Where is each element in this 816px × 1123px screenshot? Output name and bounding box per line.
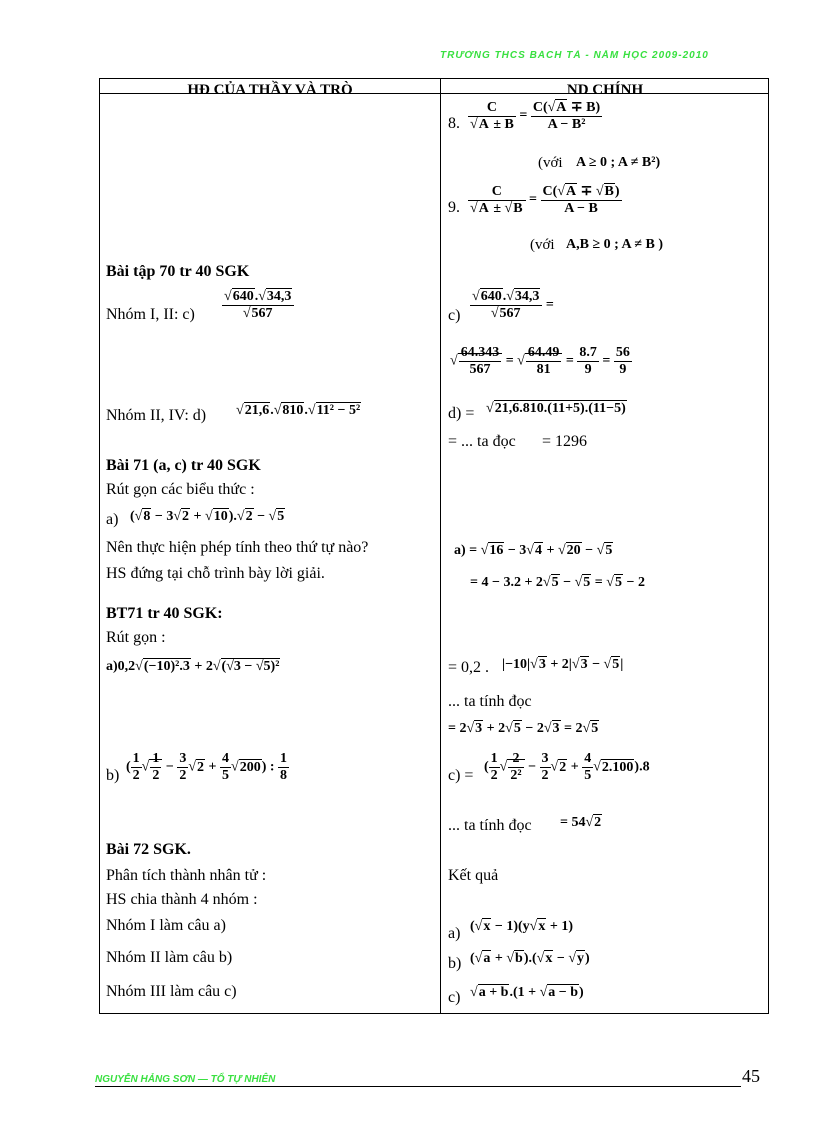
formula-71a-right-2: = 4 − 3.2 + 2√5 − √5 = √5 − 2 (470, 575, 645, 590)
formula-71a-right-1: a) = √16 − 3√4 + √20 − √5 (454, 543, 613, 558)
res-c-label: c) (448, 989, 461, 1006)
column-divider (440, 79, 441, 1013)
header-left: HĐ CỦA THẦY VÀ TRÒ (187, 82, 353, 94)
formula-d-right: √21,6.810.(11+5).(11−5) (486, 401, 626, 416)
ket-qua: Kết quả (448, 867, 499, 884)
formula-d-left: √21,6.√810.√11² − 5² (236, 403, 361, 418)
formula-bt71a: a)0,2√(−10)².3 + 2√(√3 − √5)² (106, 659, 280, 674)
formula-54: = 54√2 (560, 815, 602, 830)
bai72-title: Bài 72 SGK. (106, 841, 191, 858)
formula-bt71b-right: ( $\frac{1}{2}$ √ $\frac{2}{\text{2²}}$ − $\frac{3}{2}$ √2 + $\frac{4}{5}$ √2.100).8 (484, 751, 650, 783)
formula-abs: |−10|√3 + 2|√3 − √5| (502, 657, 624, 672)
eq-02: = 0,2 . (448, 659, 490, 676)
formula-8: $\frac{C}{√A \pm B}$ = $\frac{C(√A \mp B)}{\text{A − B²}}$ (470, 99, 601, 132)
res-c-formula: √a + b.(1 + √a − b) (470, 985, 584, 1000)
a-label: a) (106, 511, 119, 528)
f8-cond: (với (538, 155, 563, 171)
bai70-title: Bài tập 70 tr 40 SGK (106, 263, 250, 280)
phantich: Phân tích thành nhân tử : (106, 867, 267, 884)
formula-c-right: $\frac{√640.√34,3}{√567}$ = (472, 289, 554, 321)
nhom-ii: Nhóm II làm câu b) (106, 949, 233, 966)
table-header-row (100, 79, 768, 94)
formula-71a: (√8 − 3√2 + √10).√2 − √5 (130, 509, 285, 524)
rutgon-bieuthuc: Rút gọn các biểu thức : (106, 481, 255, 498)
res-a-label: a) (448, 925, 461, 942)
res-a-formula: (√x − 1)(y√x + 1) (470, 919, 573, 934)
header-right: ND CHÍNH (566, 82, 644, 94)
f9-cond-math: A,B ≥ 0 ; A ≠ B ) (566, 237, 664, 252)
result-1296: = 1296 (542, 433, 588, 450)
ta-doc: = ... ta đọc (448, 433, 516, 450)
f8-label: 8. (448, 115, 460, 132)
ta-tinh-doc-1: ... ta tính đọc (448, 693, 532, 710)
ta-tinh-doc-2: ... ta tính đọc (448, 817, 532, 834)
lesson-table (99, 78, 769, 1014)
d-label: d) = (448, 405, 475, 422)
b-label: b) (106, 767, 120, 784)
page-number: 45 (742, 1066, 760, 1086)
nen-thuc-hien: Nên thực hiện phép tính theo thứ tự nào? (106, 539, 369, 556)
formula-bt71b: ( $\frac{1}{2}$ √ $\frac{1}{2}$ − $\frac{3}{2}$ √2 + $\frac{4}{5}$ √200) : $\frac{1}{8}$ (126, 751, 288, 783)
footer-line (95, 1086, 741, 1087)
bai71-title: Bài 71 (a, c) tr 40 SGK (106, 457, 261, 474)
formula-c-steps: √ $\frac{64.343}{567}$ = √ $\frac{64.49}{81}$ = $\frac{8.7}{9}$ = $\frac{56}{9}$ (450, 345, 630, 377)
c-eq-label: c) = (448, 767, 474, 784)
res-b-label: b) (448, 955, 462, 972)
page-header: TRƯỜNG THCS BÁCH TẢ - NĂM HỌC 2009-2010 (440, 50, 709, 61)
nhom-i: Nhóm I làm câu a) (106, 917, 226, 934)
formula-bt71a-result: = 2√3 + 2√5 − 2√3 = 2√5 (448, 721, 599, 736)
formula-9: $\frac{C}{√A \pm √B}$ = $\frac{C(√A \mp √B)}{A - B}$ (470, 183, 620, 216)
page-footer: NGUYỄN HẢNG SƠN — TỔ TỰ NHIÊN (95, 1074, 276, 1085)
res-b-formula: (√a + √b).(√x − √y) (470, 951, 590, 966)
rutgon-label: Rút gọn : (106, 629, 166, 646)
c-label: c) (448, 307, 461, 324)
f9-label: 9. (448, 199, 460, 216)
f8-cond-math: A ≥ 0 ; A ≠ B²) (576, 155, 661, 170)
f9-cond: (với (530, 237, 555, 253)
nhom-iii: Nhóm III làm câu c) (106, 983, 237, 1000)
nhom34-label: Nhóm II, IV: d) (106, 407, 207, 424)
formula-c-left: $\frac{√640.√34,3}{√567}$ (222, 289, 294, 322)
bt71-title: BT71 tr 40 SGK: (106, 605, 223, 622)
hs-chia: HS chia thành 4 nhóm : (106, 891, 258, 908)
hs-dung: HS đứng tại chỗ trình bày lời giải. (106, 565, 325, 582)
nhom12-label: Nhóm I, II: c) (106, 306, 195, 323)
